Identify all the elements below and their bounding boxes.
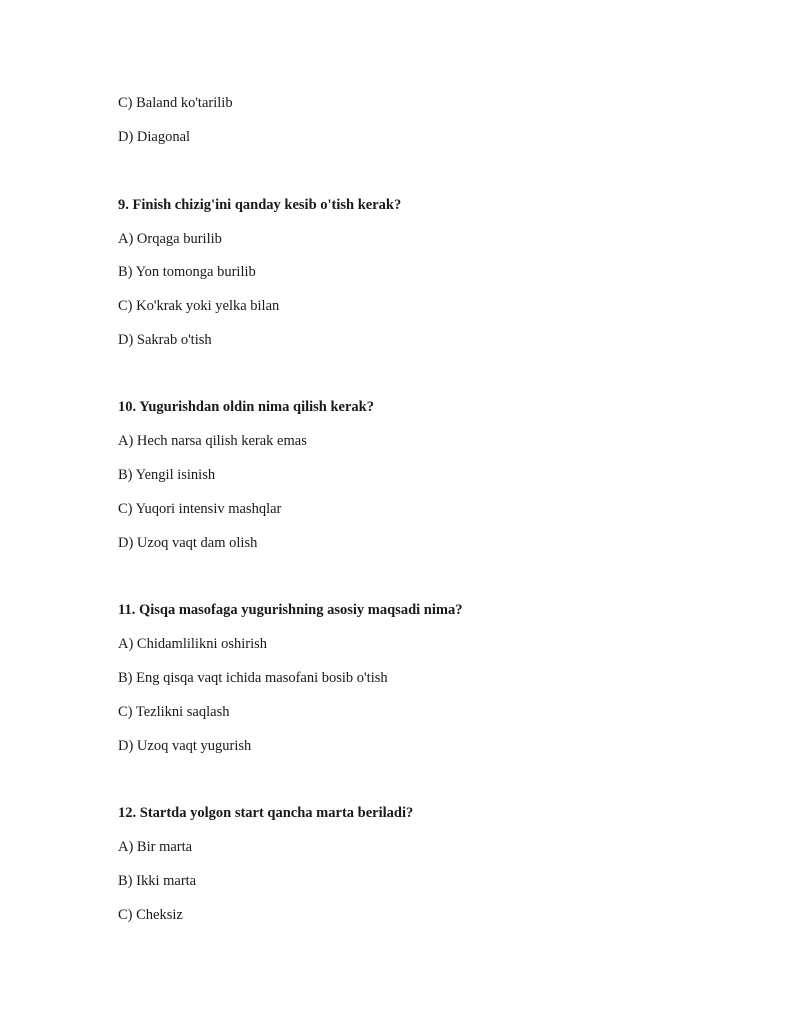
option-8-c: C) Baland ko'tarilib [118,95,233,111]
option-11-a: A) Chidamlilikni oshirish [118,636,268,652]
question-10: 10. Yugurishdan oldin nima qilish kerak? [118,399,374,415]
option-10-d: D) Uzoq vaqt dam olish [118,535,258,551]
option-10-a: A) Hech narsa qilish kerak emas [118,433,307,449]
option-12-c: C) Cheksiz [118,907,183,923]
option-9-b: B) Yon tomonga burilib [118,264,256,280]
option-12-b: B) Ikki marta [118,873,197,889]
question-12: 12. Startda yolgon start qancha marta beriladi? [118,805,414,821]
option-9-a: A) Orqaga burilib [118,231,222,247]
option-11-c: C) Tezlikni saqlash [118,704,230,720]
option-10-c: C) Yuqori intensiv mashqlar [118,501,282,517]
option-10-b: B) Yengil isinish [118,467,216,483]
option-12-a: A) Bir marta [118,839,193,855]
option-9-d: D) Sakrab o'tish [118,332,212,348]
question-9: 9. Finish chizig'ini qanday kesib o'tish kerak? [118,197,402,213]
option-11-b: B) Eng qisqa vaqt ichida masofani bosib o'tish [118,670,388,686]
question-11: 11. Qisqa masofaga yugurishning asosiy maqsadi nima? [118,602,463,618]
option-9-c: C) Ko'krak yoki yelka bilan [118,298,280,314]
option-11-d: D) Uzoq vaqt yugurish [118,738,252,754]
option-8-d: D) Diagonal [118,129,191,145]
